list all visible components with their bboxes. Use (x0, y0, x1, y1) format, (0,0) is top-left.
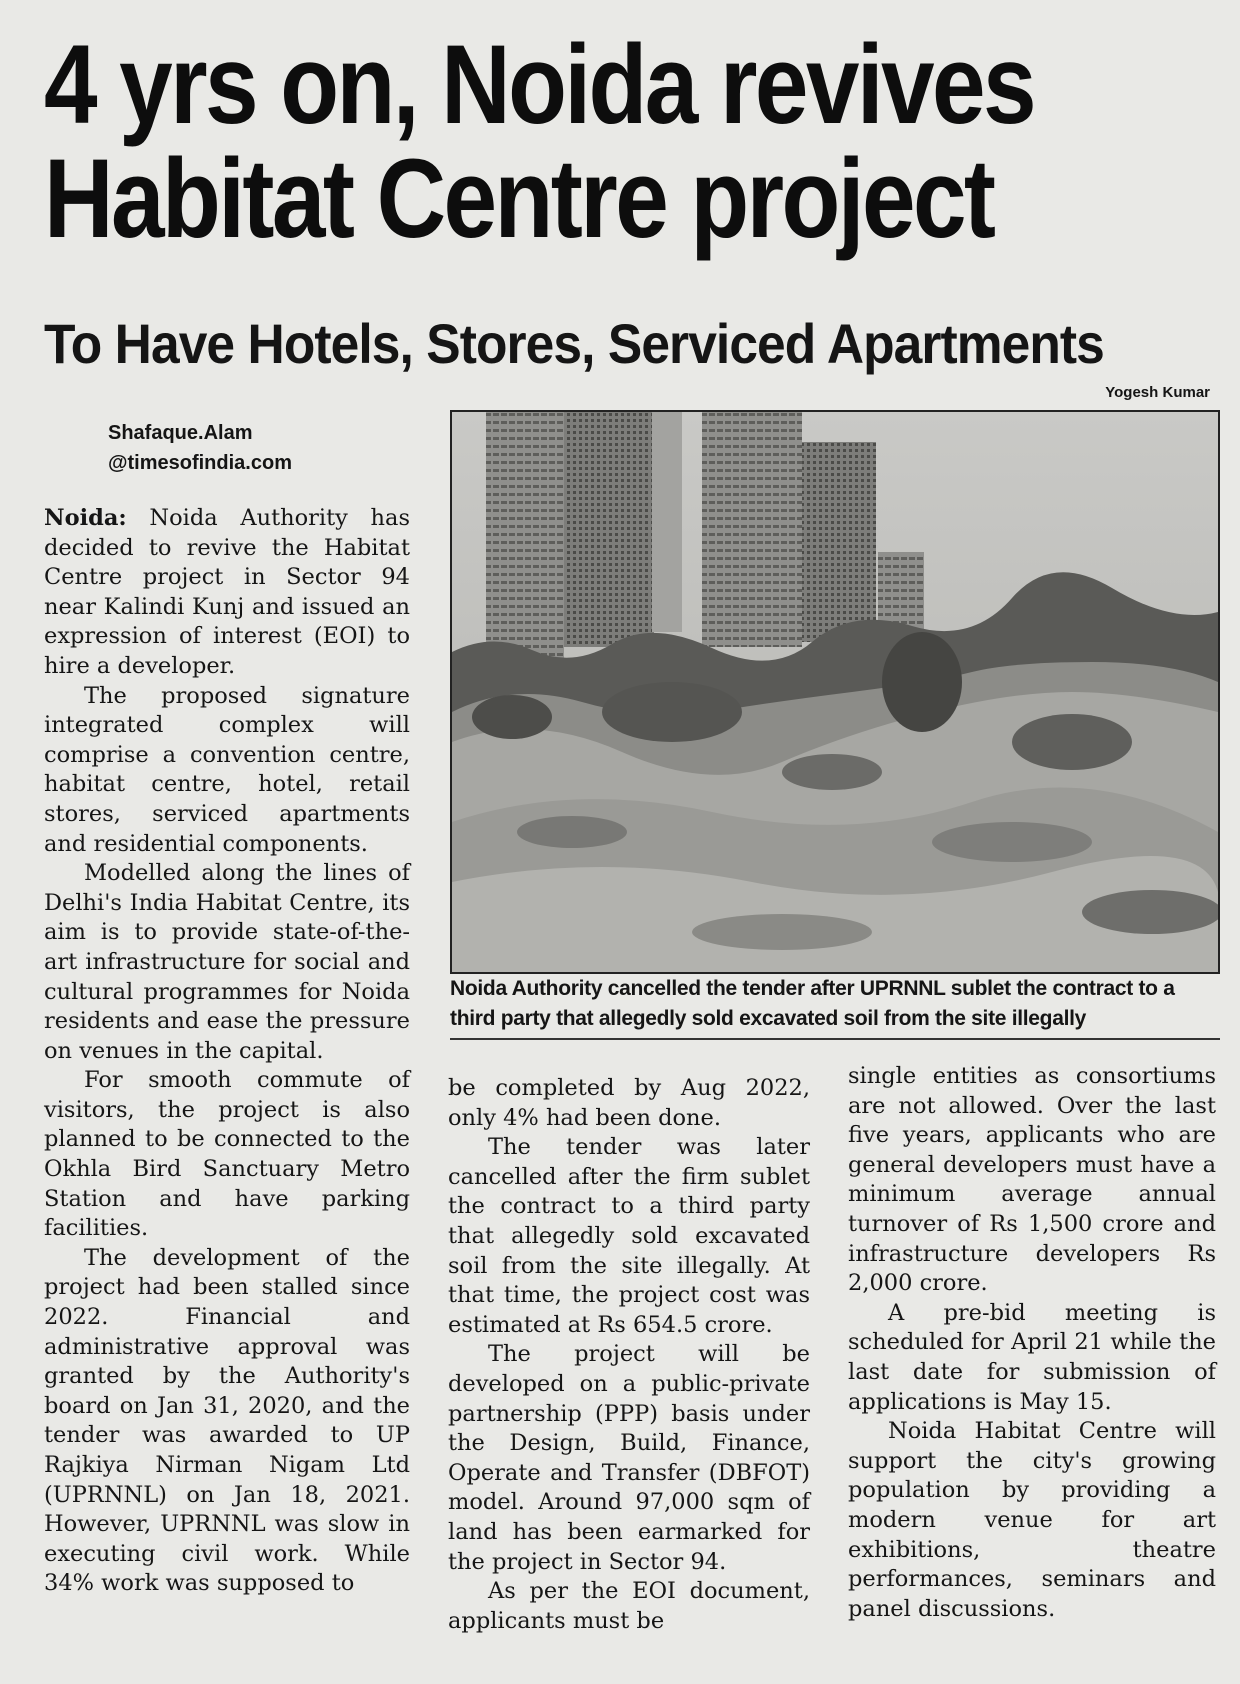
paragraph: For smooth commute of visitors, the project is also planned to be connected to the Okhla Bird Sanctuary Metro Station and have parking facilities. (44, 1067, 410, 1242)
article-column-2 (448, 1074, 810, 1636)
byline-email: @timesofindia.com (108, 452, 292, 474)
photo-credit: Yogesh Kumar (1105, 384, 1210, 401)
paragraph: The development of the project had been stalled since 2022. Financial and administrative approval was granted by the Authority's board on Jan 31, 2020, and the tender was awarded to UP Rajkiya Nirman Nigam Ltd (UPRNNL) on Jan 18, 2021. However, UPRNNL was slow in executing civil work. While 34% work was supposed to (44, 1244, 410, 1597)
article-column-3 (848, 1062, 1216, 1624)
paragraph: The project will be developed on a public-private partnership (PPP) basis under the Design, Build, Finance, Operate and Transfer (DBFOT) model. Around 97,000 sqm of land has been earmarked for the project in Sector 94. (448, 1341, 810, 1575)
paragraph: The tender was later cancelled after the firm sublet the contract to a third party that allegedly sold excavated soil from the site illegally. At that time, the project cost was estimated at Rs 654.5 crore. (448, 1134, 810, 1338)
paragraph: Modelled along the lines of Delhi's India Habitat Centre, its aim is to provide state-of-the-art infrastructure for social and cultural programmes for Noida residents and ease the pressure on venues in the capital. (44, 860, 410, 1064)
paragraph (44, 504, 410, 682)
paragraph: Noida Habitat Centre will support the city's growing population by providing a modern venue for art exhibitions, theatre performances, seminars and panel discussions. (848, 1418, 1216, 1622)
byline (108, 418, 292, 478)
tower-2 (564, 412, 654, 647)
paragraph: A pre-bid meeting is scheduled for April 21 while the last date for submission of applications is May 15. (848, 1299, 1216, 1415)
article-column-1 (44, 504, 410, 1599)
headline-line-2: Habitat Centre project (44, 136, 994, 261)
headline (44, 22, 1042, 261)
byline-name: Shafaque.Alam (108, 422, 253, 444)
paragraph: single entities as consortiums are not allowed. Over the last five years, applicants who are general developers must have a minimum average annual turnover of Rs 1,500 crore and infrastructure developers Rs 2,000 crore. (848, 1063, 1216, 1297)
paragraph: As per the EOI document, applicants must be (448, 1578, 810, 1634)
news-photo (450, 410, 1220, 974)
dateline: Noida: (44, 505, 127, 531)
subheadline: To Have Hotels, Stores, Serviced Apartments (44, 312, 1104, 375)
paragraph-text: Noida Authority has decided to revive the Habitat Centre project in Sector 94 near Kalindi Kunj and issued an expression of interest (EOI) to hire a developer. (44, 505, 410, 679)
headline-line-1: 4 yrs on, Noida revives (44, 22, 1034, 147)
paragraph: be completed by Aug 2022, only 4% had been done. (448, 1075, 810, 1131)
paragraph: The proposed signature integrated complex will comprise a convention centre, habitat centre, hotel, retail stores, serviced apartments and residential components. (44, 682, 410, 857)
tower-4 (802, 442, 876, 642)
tower-1 (486, 412, 564, 662)
tower-3 (702, 412, 802, 647)
photo-caption: Noida Authority cancelled the tender after UPRNNL sublet the contract to a third party that allegedly sold excavated soil from the site illegally (450, 974, 1220, 1040)
construction-site-photo (452, 412, 1218, 972)
